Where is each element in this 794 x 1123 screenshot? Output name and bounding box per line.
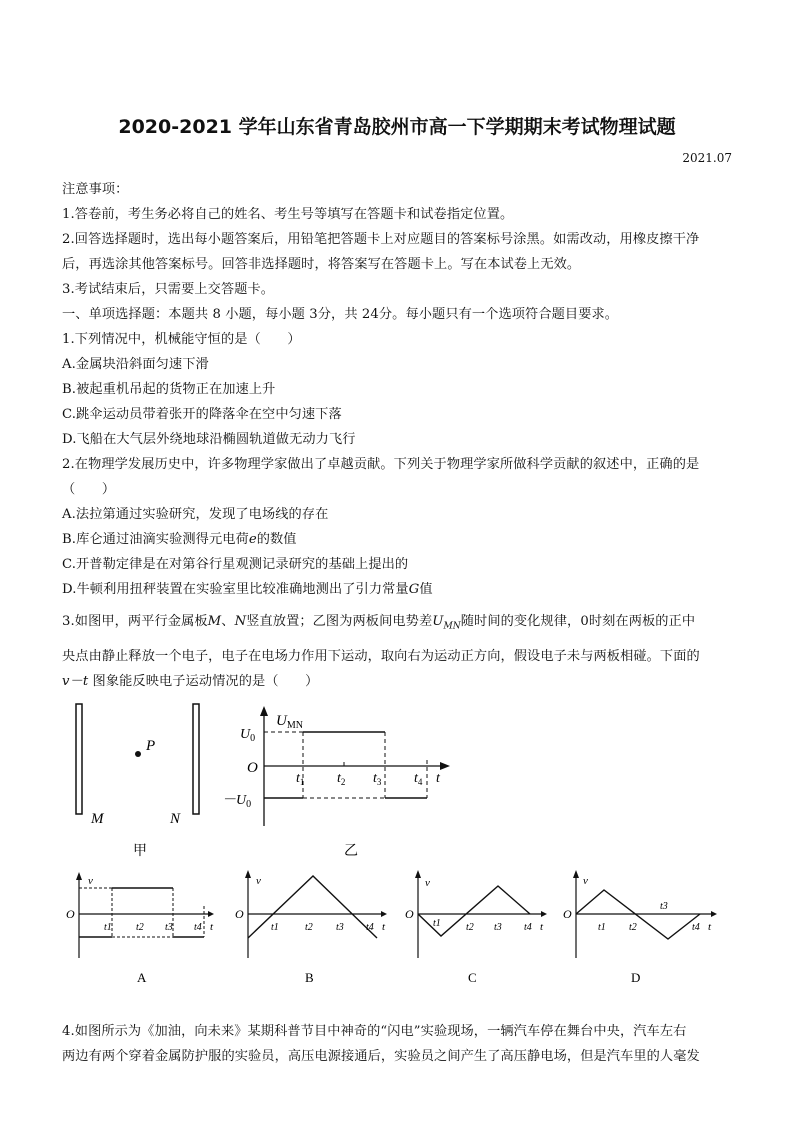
q2-option-a: A.法拉第通过实验研究，发现了电场线的存在	[62, 507, 329, 522]
c-t4: t4	[524, 922, 532, 933]
a-t2: t2	[136, 922, 144, 933]
yi-u0-label: $U_0$	[240, 727, 256, 744]
yi-t2: $t_2$	[337, 771, 346, 787]
yi-y-arrow	[260, 706, 268, 716]
c-y-arrow	[415, 870, 421, 878]
option-graph-c	[405, 870, 547, 985]
q2-option-d: D.牛顿利用扭秤装置在实验室里比较准确地测出了引力常量G值	[62, 582, 433, 597]
caption-a: A	[137, 970, 147, 985]
q2-option-b: B.库仑通过油滴实验测得元电荷e的数值	[62, 532, 297, 547]
q2-stem-line1: 2.在物理学发展历史中，许多物理学家做出了卓越贡献。下列关于物理学家所做科学贡献的叙述中，正确的是	[62, 457, 700, 472]
note-item-2-line1: 2.回答选择题时，选出每小题答案后，用铅笔把答题卡上对应题目的答案标号涂黑。如需改动，用橡皮擦干净	[62, 232, 700, 247]
d-v-label: v	[583, 875, 588, 887]
q4-stem-line1: 4.如图所示为《加油，向未来》某期科普节目中神奇的“闪电”实验现场，一辆汽车停在舞台中央，汽车左右	[62, 1024, 687, 1039]
q1-option-b: B.被起重机吊起的货物正在加速上升	[62, 382, 276, 397]
q2-stem-line2: （ ）	[62, 482, 116, 497]
a-origin: O	[66, 907, 75, 921]
c-origin: O	[405, 907, 414, 921]
option-graph-a	[66, 872, 214, 985]
c-t2: t2	[466, 922, 474, 933]
d-x-arrow	[711, 911, 717, 917]
c-t3: t3	[494, 922, 502, 933]
q1-option-a: A.金属块沿斜面匀速下滑	[62, 357, 209, 372]
label-m: M	[91, 811, 104, 827]
c-x-arrow	[541, 911, 547, 917]
b-origin: O	[235, 907, 244, 921]
d-t4: t4	[692, 922, 700, 933]
figure-yi	[222, 706, 450, 859]
c-v-label: v	[425, 877, 430, 889]
a-y-arrow	[76, 872, 82, 880]
q1-option-d: D.飞船在大气层外绕地球沿椭圆轨道做无动力飞行	[62, 432, 356, 447]
caption-yi: 乙	[344, 844, 358, 859]
d-t-axis: t	[708, 921, 712, 933]
yi-t-axis-label: t	[436, 771, 440, 786]
yi-origin: O	[247, 760, 258, 776]
d-y-arrow	[573, 870, 579, 878]
b-x-arrow	[381, 911, 387, 917]
a-t4: t4	[194, 922, 202, 933]
plate-n	[193, 704, 199, 814]
d-t1: t1	[598, 922, 606, 933]
q4-stem-line2: 两边有两个穿着金属防护服的实验员，高压电源接通后，实验员之间产生了高压静电场，但是汽车里的人毫发	[62, 1049, 700, 1064]
note-item-1: 1.答卷前，考生务必将自己的姓名、考生号等填写在答题卡和试卷指定位置。	[62, 207, 514, 222]
b-t3: t3	[336, 922, 344, 933]
caption-jia: 甲	[133, 844, 147, 859]
a-t3: t3	[165, 922, 173, 933]
section-heading: 一、单项选择题：本题共 8 小题，每小题 3分，共 24分。每小题只有一个选项符合题目要求。	[62, 307, 619, 322]
option-graph-b	[235, 870, 387, 985]
q1-option-c: C.跳伞运动员带着张开的降落伞在空中匀速下落	[62, 407, 342, 422]
b-t2: t2	[305, 922, 313, 933]
d-t3: t3	[660, 901, 668, 912]
exam-date: 2021.07	[682, 151, 732, 165]
c-t1: t1	[433, 918, 441, 929]
q3-stem-line1: 3.如图甲，两平行金属板M、N竖直放置；乙图为两板间电势差$U_{MN}$随时间的变化规律，0时刻在两板的正中	[62, 614, 696, 632]
c-t-axis: t	[540, 921, 544, 933]
option-graph-d	[563, 870, 717, 985]
b-t4: t4	[366, 922, 374, 933]
yi-t4: $t_4$	[414, 771, 423, 787]
b-v-label: v	[256, 875, 261, 887]
a-t1: t1	[104, 922, 112, 933]
yi-t1: $t_1$	[296, 771, 305, 787]
note-item-3: 3.考试结束后，只需要上交答题卡。	[62, 282, 275, 297]
caption-b: B	[305, 970, 314, 985]
yi-x-arrow	[440, 762, 450, 770]
yi-t3: $t_3$	[373, 771, 382, 787]
plate-m	[76, 704, 82, 814]
b-t1: t1	[271, 922, 279, 933]
a-v-label: v	[88, 875, 93, 887]
point-p	[135, 751, 141, 757]
figure-jia	[76, 704, 199, 859]
a-t-axis: t	[210, 921, 214, 933]
notes-heading: 注意事项：	[62, 182, 129, 197]
b-t-axis: t	[382, 921, 386, 933]
yi-neg-u0-label: $-U_0$	[222, 793, 252, 810]
q2-option-c: C.开普勒定律是在对第谷行星观测记录研究的基础上提出的	[62, 557, 409, 572]
label-n: N	[170, 811, 181, 827]
d-t2: t2	[629, 922, 637, 933]
d-origin: O	[563, 907, 572, 921]
q1-stem: 1.下列情况中，机械能守恒的是（ ）	[62, 332, 301, 347]
label-p: P	[146, 738, 156, 754]
q3-stem-line3: v－t 图象能反映电子运动情况的是（ ）	[62, 674, 319, 689]
q3-stem-line2: 央点由静止释放一个电子，电子在电场力作用下运动，取向右为运动正方向，假设电子未与两板相碰。下面的	[62, 649, 700, 664]
page-title: 2020-2021 学年山东省青岛胶州市高一下学期期末考试物理试题	[118, 116, 676, 138]
yi-u-label: $U_{MN}$	[276, 713, 303, 731]
note-item-2-line2: 后，再选涂其他答案标号。回答非选择题时，将答案写在答题卡上。写在本试卷上无效。	[62, 257, 581, 272]
caption-d: D	[631, 970, 641, 985]
caption-c: C	[468, 970, 477, 985]
b-y-arrow	[245, 870, 251, 878]
a-x-arrow	[208, 911, 214, 917]
